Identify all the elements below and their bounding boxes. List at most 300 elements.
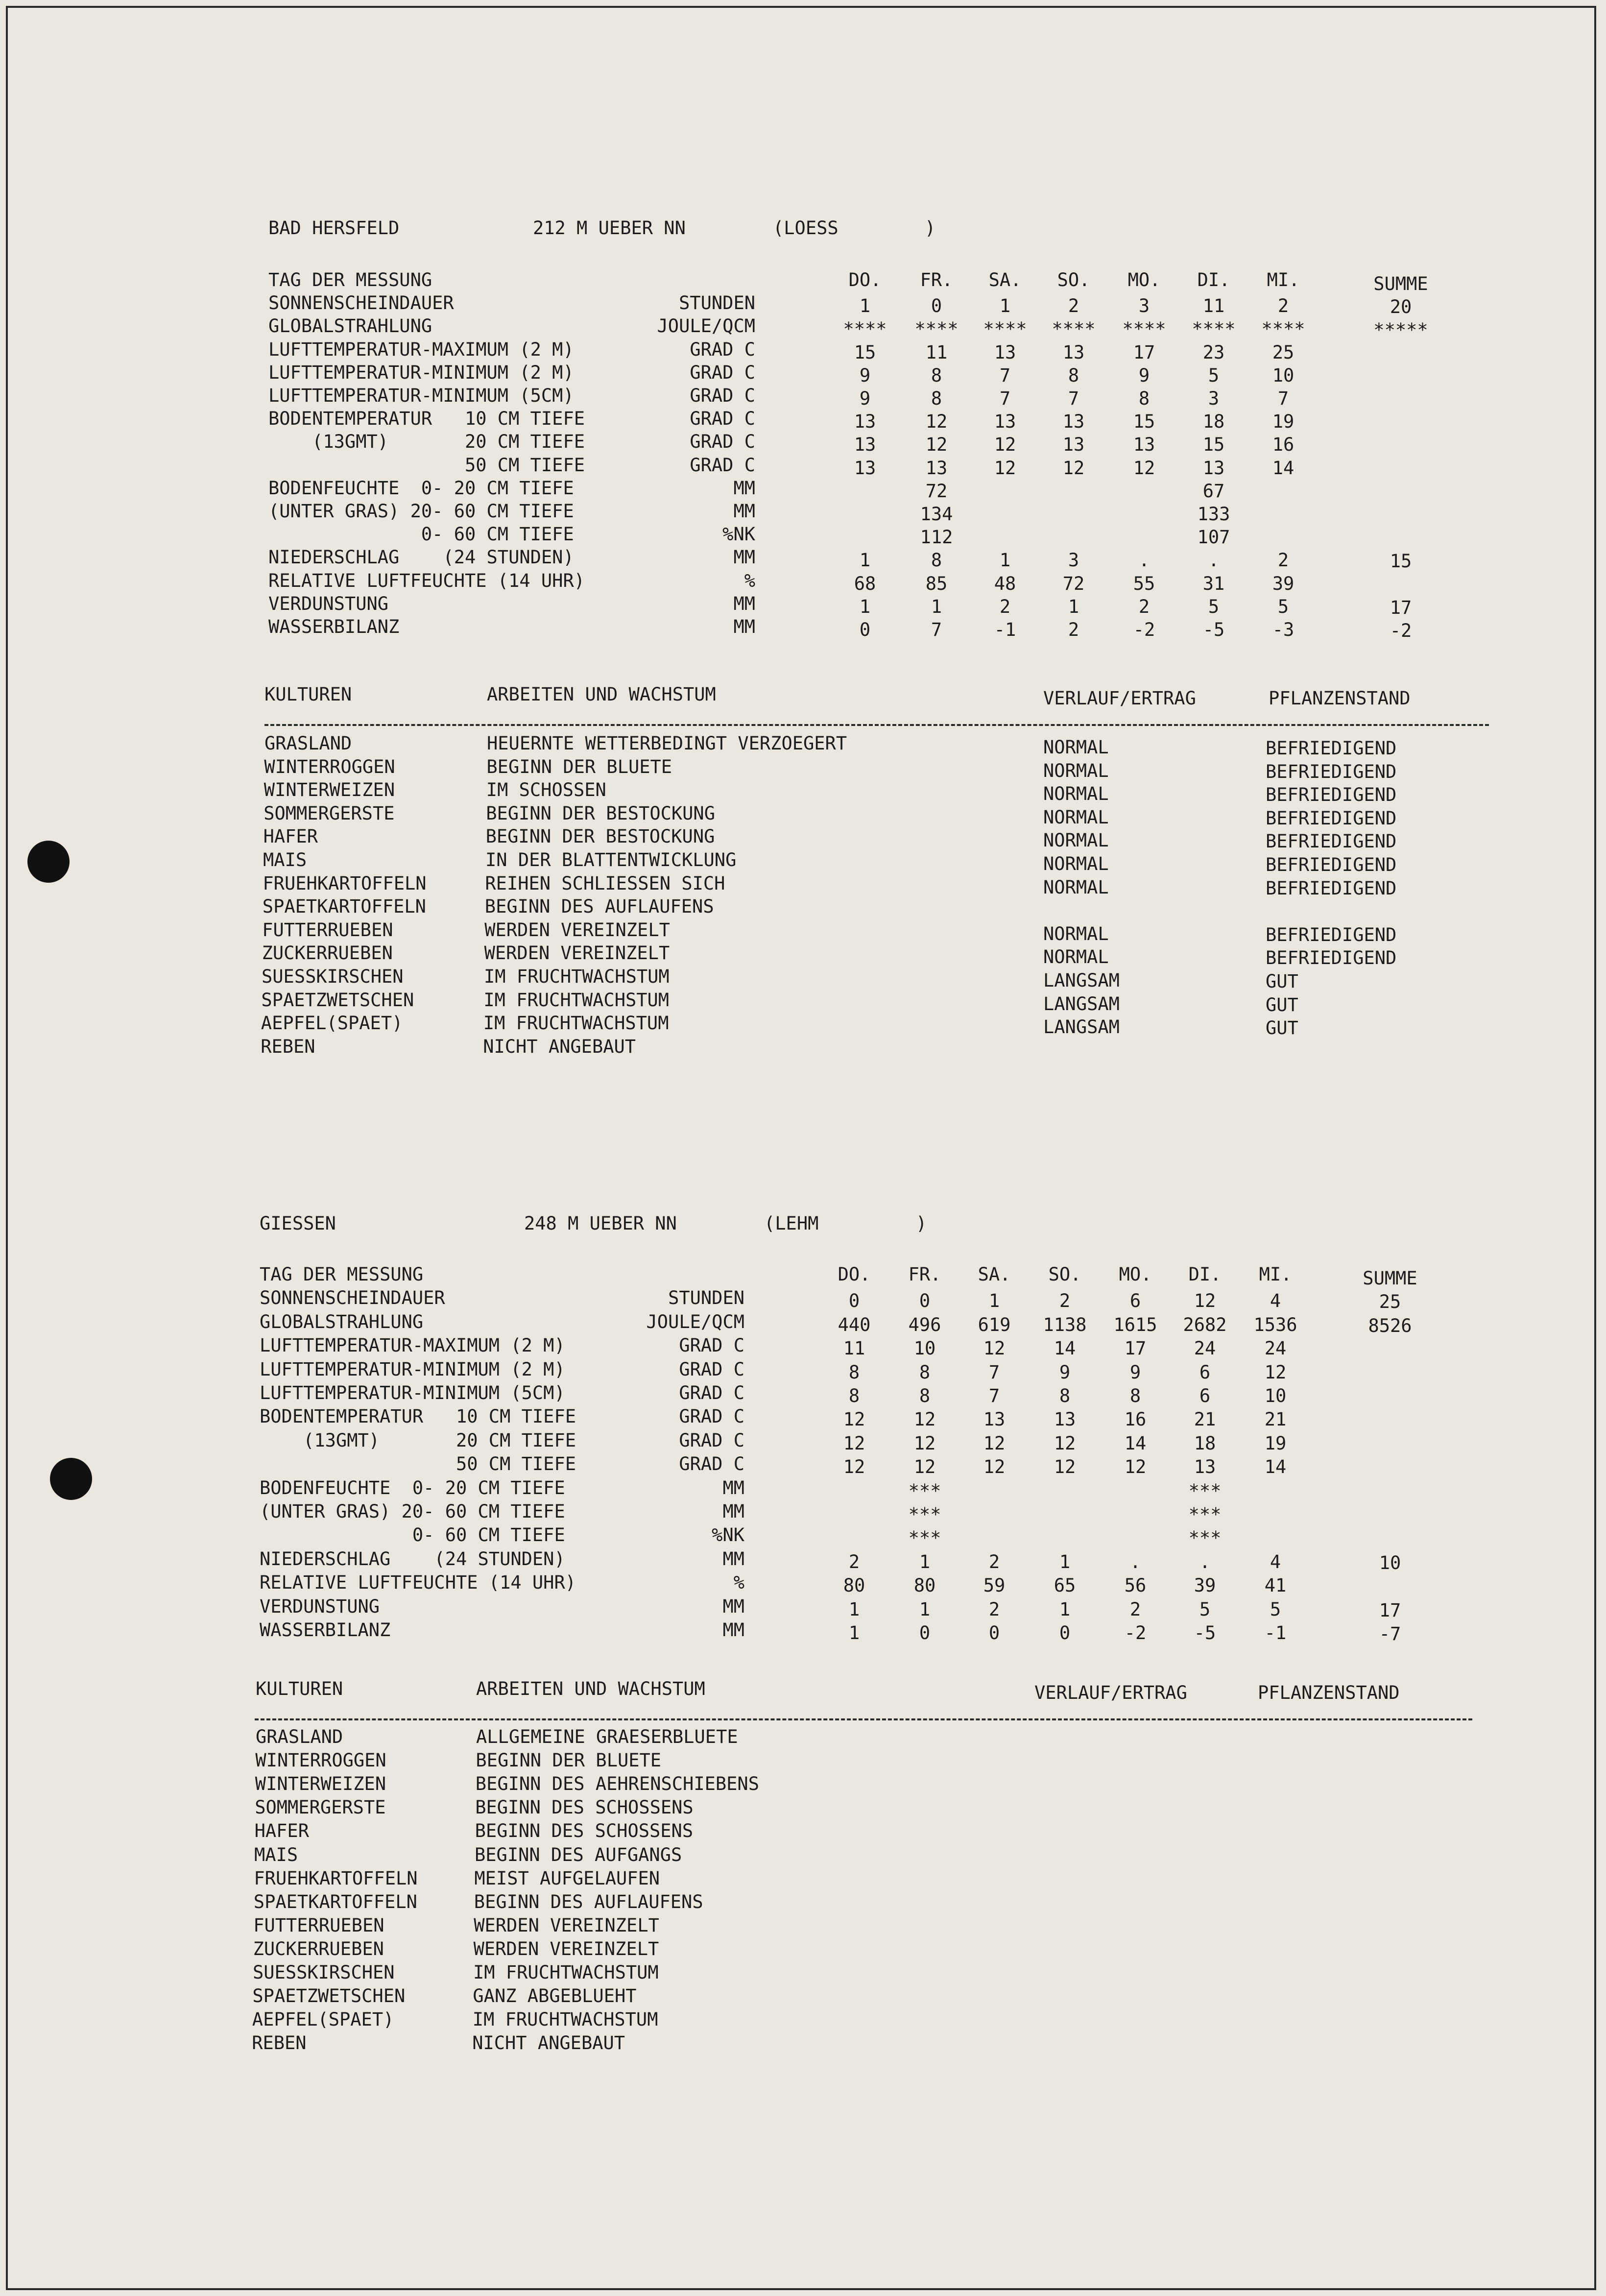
day-header: MI. xyxy=(1259,1264,1292,1285)
row-label: SONNENSCHEINDAUER xyxy=(268,292,454,314)
station-soil: (LEHM xyxy=(764,1213,819,1234)
row-value: 6 xyxy=(1199,1361,1211,1383)
row-label: (13GMT) 20 CM TIEFE xyxy=(260,1429,576,1451)
row-value: 13 xyxy=(1202,457,1225,479)
row-unit: GRAD C xyxy=(690,385,755,406)
crop-name: ZUCKERRUEBEN xyxy=(253,1938,384,1959)
row-value: *** xyxy=(1188,1480,1222,1501)
row-unit: MM xyxy=(722,1595,744,1617)
row-value: 12 xyxy=(1133,457,1155,479)
row-value: 1 xyxy=(848,1622,860,1643)
row-value: *** xyxy=(908,1480,941,1501)
row-value: 13 xyxy=(854,434,876,456)
crop-work: BEGINN DER BLUETE xyxy=(476,1750,662,1771)
row-label: GLOBALSTRAHLUNG xyxy=(260,1311,424,1332)
crop-work: BEGINN DES SCHOSSENS xyxy=(475,1820,694,1842)
crop-work: BEGINN DES AEHRENSCHIEBENS xyxy=(475,1773,759,1795)
row-value: 12 xyxy=(983,1456,1006,1478)
row-value: -3 xyxy=(1272,619,1294,640)
row-value: 9 xyxy=(859,364,871,386)
row-value: 85 xyxy=(925,573,948,594)
row-unit: GRAD C xyxy=(690,454,755,476)
row-unit: GRAD C xyxy=(679,1453,744,1475)
crop-name: REBEN xyxy=(252,2032,307,2054)
day-header: MO. xyxy=(1119,1264,1152,1285)
crop-work: GANZ ABGEBLUEHT xyxy=(473,1985,637,2007)
row-value: 1536 xyxy=(1253,1314,1297,1335)
row-value: 2682 xyxy=(1183,1314,1227,1335)
row-value: 2 xyxy=(1068,619,1079,640)
crop-course: LANGSAM xyxy=(1043,1016,1120,1038)
crop-name: SOMMERGERSTE xyxy=(255,1797,386,1818)
row-value: 12 xyxy=(1124,1456,1147,1478)
crop-name: FRUEHKARTOFFELN xyxy=(263,872,427,894)
row-value: 5 xyxy=(1208,596,1220,617)
row-value: 1 xyxy=(988,1290,1000,1312)
row-label: BODENFEUCHTE 0- 20 CM TIEFE xyxy=(268,477,574,499)
row-label: TAG DER MESSUNG xyxy=(260,1264,424,1285)
station-altitude: 248 M UEBER NN xyxy=(524,1213,677,1234)
row-label: (UNTER GRAS) 20- 60 CM TIEFE xyxy=(260,1501,565,1522)
row-value: 2 xyxy=(1138,596,1150,617)
row-value: 1 xyxy=(1068,596,1079,617)
row-value: 5 xyxy=(1277,596,1289,617)
row-value: 17 xyxy=(1124,1338,1147,1359)
crop-name: ZUCKERRUEBEN xyxy=(262,943,393,964)
row-value: 9 xyxy=(1059,1361,1071,1383)
row-unit: MM xyxy=(733,477,755,499)
row-value: 21 xyxy=(1264,1409,1287,1430)
row-value: 2 xyxy=(999,596,1011,617)
row-unit: MM xyxy=(722,1619,744,1641)
row-value: 7 xyxy=(1277,388,1289,409)
row-value: 4 xyxy=(1270,1551,1281,1572)
crop-course: LANGSAM xyxy=(1043,993,1120,1015)
row-value: 13 xyxy=(854,457,876,479)
row-label: RELATIVE LUFTFEUCHTE (14 UHR) xyxy=(260,1572,576,1594)
row-value: 0 xyxy=(988,1622,1000,1643)
crop-name: SPAETZWETSCHEN xyxy=(252,1985,406,2007)
row-label: (13GMT) 20 CM TIEFE xyxy=(268,431,585,453)
crop-course: NORMAL xyxy=(1043,853,1109,874)
crops-header-crop: KULTUREN xyxy=(256,1678,343,1699)
row-sum: 25 xyxy=(1379,1291,1401,1313)
row-value: 21 xyxy=(1194,1409,1216,1430)
row-value: 2 xyxy=(1068,295,1079,317)
row-value: 2 xyxy=(1059,1290,1071,1312)
crop-stand: BEFRIEDIGEND xyxy=(1266,761,1397,782)
row-value: 1 xyxy=(848,1598,860,1620)
day-header: MO. xyxy=(1127,269,1161,290)
row-value: 8 xyxy=(848,1361,860,1383)
row-label: BODENFEUCHTE 0- 20 CM TIEFE xyxy=(260,1477,565,1498)
row-value: -2 xyxy=(1124,1622,1147,1643)
row-value: 12 xyxy=(843,1456,865,1478)
row-value: 2 xyxy=(1277,295,1289,317)
punch-hole-bottom xyxy=(50,1458,92,1500)
crop-name: GRASLAND xyxy=(264,733,352,754)
row-value: 12 xyxy=(913,1456,936,1478)
row-unit: MM xyxy=(733,547,755,568)
row-unit: % xyxy=(733,1572,744,1594)
row-value: 15 xyxy=(1202,434,1225,456)
punch-hole-top xyxy=(27,841,70,883)
row-value: 12 xyxy=(994,457,1016,479)
row-value: 12 xyxy=(1054,1456,1076,1478)
row-value: 2 xyxy=(848,1551,860,1572)
sum-header: SUMME xyxy=(1363,1268,1417,1289)
row-value: *** xyxy=(1188,1527,1222,1549)
crop-work: BEGINN DER BESTOCKUNG xyxy=(485,826,715,847)
crop-name: AEPFEL(SPAET) xyxy=(261,1013,403,1034)
row-value: 17 xyxy=(1133,341,1155,363)
day-header: SA. xyxy=(978,1264,1011,1285)
crop-stand: BEFRIEDIGEND xyxy=(1266,924,1397,945)
crop-stand: BEFRIEDIGEND xyxy=(1266,784,1397,806)
row-value: 2 xyxy=(1129,1598,1141,1620)
crop-stand: GUT xyxy=(1266,971,1298,992)
row-value: 3 xyxy=(1138,295,1150,317)
row-sum: 17 xyxy=(1390,597,1412,618)
station-soil: (LOESS xyxy=(773,218,839,239)
row-label: 50 CM TIEFE xyxy=(268,454,585,476)
row-value: 65 xyxy=(1054,1575,1076,1596)
crop-stand: BEFRIEDIGEND xyxy=(1266,947,1397,969)
crop-work: REIHEN SCHLIESSEN SICH xyxy=(485,872,725,894)
row-value: 8 xyxy=(1059,1385,1071,1406)
row-label: SONNENSCHEINDAUER xyxy=(260,1287,445,1309)
row-value: 39 xyxy=(1194,1575,1216,1596)
crop-name: SPAETKARTOFFELN xyxy=(262,896,426,918)
row-value: 1615 xyxy=(1113,1314,1157,1335)
row-value: 41 xyxy=(1264,1575,1287,1596)
row-value: 12 xyxy=(1054,1432,1076,1454)
crop-name: HAFER xyxy=(254,1820,309,1842)
row-value: 112 xyxy=(920,527,953,548)
row-value: 1 xyxy=(1059,1598,1071,1620)
row-value: 13 xyxy=(983,1409,1006,1430)
row-value: 496 xyxy=(908,1314,941,1335)
crop-name: AEPFEL(SPAET) xyxy=(252,2009,394,2030)
row-value: 5 xyxy=(1270,1598,1281,1620)
crop-name: GRASLAND xyxy=(256,1726,343,1747)
crop-work: NICHT ANGEBAUT xyxy=(472,2032,625,2054)
row-value: 1 xyxy=(859,550,871,571)
crop-course: NORMAL xyxy=(1043,946,1109,968)
crop-work: IM FRUCHTWACHSTUM xyxy=(473,1962,659,1983)
crop-name: SUESSKIRSCHEN xyxy=(253,1962,395,1983)
row-value: 55 xyxy=(1133,573,1155,594)
row-value: 12 xyxy=(983,1338,1006,1359)
row-unit: MM xyxy=(733,593,755,614)
crop-stand: BEFRIEDIGEND xyxy=(1266,807,1397,829)
crop-stand: BEFRIEDIGEND xyxy=(1266,738,1397,759)
crop-name: WINTERWEIZEN xyxy=(264,779,395,801)
row-unit: MM xyxy=(722,1501,744,1522)
row-value: 9 xyxy=(859,388,871,409)
row-value: -5 xyxy=(1202,619,1225,640)
crop-course: NORMAL xyxy=(1043,923,1109,944)
row-unit: GRAD C xyxy=(679,1358,744,1380)
row-value: **** xyxy=(1261,318,1305,340)
row-value: *** xyxy=(908,1504,941,1525)
row-value: 7 xyxy=(931,619,942,640)
row-label: NIEDERSCHLAG (24 STUNDEN) xyxy=(260,1548,565,1570)
row-value: 440 xyxy=(838,1314,871,1335)
station-soil-close: ) xyxy=(916,1213,927,1234)
row-value: 12 xyxy=(843,1409,865,1430)
station-altitude: 212 M UEBER NN xyxy=(533,218,686,239)
crops-header-stand: PFLANZENSTAND xyxy=(1269,688,1411,709)
row-value: **** xyxy=(914,318,959,340)
row-unit: MM xyxy=(722,1548,744,1570)
row-value: 6 xyxy=(1199,1385,1211,1406)
row-value: 8 xyxy=(919,1385,931,1406)
row-value: 12 xyxy=(913,1432,936,1454)
day-header: SO. xyxy=(1048,1264,1081,1285)
row-value: 7 xyxy=(988,1361,1000,1383)
row-label: 0- 60 CM TIEFE xyxy=(268,524,574,545)
row-label: GLOBALSTRAHLUNG xyxy=(268,315,432,337)
crop-work: IM SCHOSSEN xyxy=(486,779,606,801)
row-value: 8 xyxy=(931,388,942,409)
row-value: 2 xyxy=(1277,550,1289,571)
row-label: LUFTTEMPERATUR-MINIMUM (2 M) xyxy=(268,362,574,383)
row-value: 3 xyxy=(1208,388,1220,409)
row-value: . xyxy=(1199,1551,1211,1572)
day-header: SA. xyxy=(988,269,1022,290)
row-value: 14 xyxy=(1124,1432,1147,1454)
row-value: . xyxy=(1129,1551,1141,1572)
row-value: 7 xyxy=(999,388,1011,409)
row-label: LUFTTEMPERATUR-MINIMUM (2 M) xyxy=(260,1358,565,1380)
row-unit: GRAD C xyxy=(690,362,755,383)
row-value: 56 xyxy=(1124,1575,1147,1596)
row-value: 13 xyxy=(1054,1409,1076,1430)
row-value: 12 xyxy=(1194,1290,1216,1312)
day-header: FR. xyxy=(908,1264,941,1285)
row-value: 8 xyxy=(848,1385,860,1406)
crop-name: SOMMERGERSTE xyxy=(264,802,395,824)
row-value: 11 xyxy=(925,341,948,363)
row-value: 13 xyxy=(1194,1456,1216,1478)
row-value: -2 xyxy=(1133,619,1155,640)
row-unit: STUNDEN xyxy=(679,292,755,314)
row-value: 2 xyxy=(988,1551,1000,1572)
row-sum: 8526 xyxy=(1368,1315,1412,1336)
row-value: 9 xyxy=(1129,1361,1141,1383)
crop-work: IM FRUCHTWACHSTUM xyxy=(472,2009,658,2030)
row-value: 1 xyxy=(919,1598,931,1620)
crop-work: BEGINN DER BESTOCKUNG xyxy=(486,802,715,824)
crop-work: IN DER BLATTENTWICKLUNG xyxy=(485,849,737,870)
crop-name: REBEN xyxy=(261,1036,315,1057)
row-value: 15 xyxy=(854,341,876,363)
row-value: 14 xyxy=(1272,457,1294,479)
row-value: 11 xyxy=(843,1338,865,1359)
row-value: 0 xyxy=(919,1290,931,1312)
row-sum: -7 xyxy=(1379,1623,1401,1644)
crop-work: IM FRUCHTWACHSTUM xyxy=(483,1013,669,1034)
row-unit: MM xyxy=(722,1477,744,1498)
row-value: 8 xyxy=(1068,364,1079,386)
row-value: 24 xyxy=(1194,1338,1216,1359)
station-soil-close: ) xyxy=(925,218,936,239)
row-value: 18 xyxy=(1202,411,1225,433)
row-value: 14 xyxy=(1264,1456,1287,1478)
row-value: 1 xyxy=(999,295,1011,317)
row-value: 8 xyxy=(931,364,942,386)
row-value: **** xyxy=(983,318,1027,340)
row-value: **** xyxy=(1192,318,1236,340)
row-value: 1 xyxy=(931,596,942,617)
crop-work: IM FRUCHTWACHSTUM xyxy=(483,989,670,1011)
divider xyxy=(255,1718,1472,1720)
row-value: 25 xyxy=(1272,341,1294,363)
crop-work: WERDEN VEREINZELT xyxy=(484,919,670,941)
row-value: 1 xyxy=(999,550,1011,571)
crop-name: HAFER xyxy=(263,826,318,847)
crops-header-work: ARBEITEN UND WACHSTUM xyxy=(487,684,716,705)
row-unit: GRAD C xyxy=(679,1429,744,1451)
row-value: 16 xyxy=(1124,1409,1147,1430)
row-unit: JOULE/QCM xyxy=(646,1311,744,1332)
row-unit: GRAD C xyxy=(679,1406,744,1427)
row-value: 12 xyxy=(983,1432,1006,1454)
row-value: 1 xyxy=(859,295,871,317)
station-name: BAD HERSFELD xyxy=(268,218,400,239)
crop-course: NORMAL xyxy=(1043,737,1109,758)
row-value: 2 xyxy=(988,1598,1000,1620)
row-value: 5 xyxy=(1199,1598,1211,1620)
row-unit: %NK xyxy=(712,1524,744,1546)
day-header: MI. xyxy=(1267,269,1300,290)
row-value: 12 xyxy=(843,1432,865,1454)
crop-work: BEGINN DER BLUETE xyxy=(486,756,672,777)
row-sum: 20 xyxy=(1390,296,1412,318)
row-value: 16 xyxy=(1272,434,1294,456)
row-value: 7 xyxy=(988,1385,1000,1406)
row-value: 0 xyxy=(931,295,942,317)
row-label: LUFTTEMPERATUR-MINIMUM (5CM) xyxy=(268,385,574,406)
row-value: 15 xyxy=(1133,411,1155,433)
row-value: 72 xyxy=(925,480,948,502)
row-value: 0 xyxy=(859,619,871,640)
crop-work: IM FRUCHTWACHSTUM xyxy=(484,966,670,987)
row-value: 59 xyxy=(983,1575,1006,1596)
row-value: 13 xyxy=(854,411,876,433)
station-name: GIESSEN xyxy=(260,1213,336,1234)
row-value: 13 xyxy=(1062,341,1085,363)
row-label: WASSERBILANZ xyxy=(260,1619,391,1641)
crop-name: WINTERWEIZEN xyxy=(255,1773,386,1795)
crop-name: WINTERROGGEN xyxy=(264,756,395,777)
row-value: 0 xyxy=(848,1290,860,1312)
row-label: WASSERBILANZ xyxy=(268,616,400,637)
crop-work: MEIST AUFGELAUFEN xyxy=(474,1867,660,1889)
row-value: *** xyxy=(1188,1504,1222,1525)
row-label: LUFTTEMPERATUR-MAXIMUM (2 M) xyxy=(268,338,574,360)
row-value: 68 xyxy=(854,573,876,594)
row-unit: GRAD C xyxy=(690,338,755,360)
row-value: 13 xyxy=(925,457,948,479)
row-value: 107 xyxy=(1197,527,1230,548)
row-value: 19 xyxy=(1272,411,1294,433)
row-value: 12 xyxy=(994,434,1016,456)
row-value: 0 xyxy=(919,1622,931,1643)
row-value: 80 xyxy=(843,1575,865,1596)
row-value: 133 xyxy=(1197,504,1230,525)
row-value: 8 xyxy=(1138,388,1150,409)
row-value: 3 xyxy=(1068,550,1079,571)
row-value: 8 xyxy=(1129,1385,1141,1406)
row-sum: 17 xyxy=(1379,1599,1401,1621)
row-unit: MM xyxy=(733,501,755,522)
row-value: -1 xyxy=(1264,1622,1287,1643)
crop-name: WINTERROGGEN xyxy=(255,1750,386,1771)
page-border xyxy=(6,6,1596,2290)
crops-header-course: VERLAUF/ERTRAG xyxy=(1043,688,1196,709)
crop-name: SUESSKIRSCHEN xyxy=(262,966,404,987)
row-value: -5 xyxy=(1194,1622,1216,1643)
row-sum: 15 xyxy=(1390,551,1412,572)
row-value: 18 xyxy=(1194,1432,1216,1454)
row-value: 23 xyxy=(1202,341,1225,363)
crop-course: NORMAL xyxy=(1043,806,1109,828)
crop-name: FRUEHKARTOFFELN xyxy=(254,1867,418,1889)
row-value: 1 xyxy=(1059,1551,1071,1572)
row-unit: GRAD C xyxy=(690,408,755,430)
crop-work: WERDEN VEREINZELT xyxy=(473,1938,659,1959)
row-unit: GRAD C xyxy=(679,1335,744,1356)
day-header: DO. xyxy=(838,1264,871,1285)
row-value: 619 xyxy=(978,1314,1011,1335)
crop-stand: GUT xyxy=(1266,1017,1298,1039)
row-value: **** xyxy=(1122,318,1166,340)
crop-course: NORMAL xyxy=(1043,783,1109,805)
crop-stand: BEFRIEDIGEND xyxy=(1266,877,1397,899)
row-value: 1 xyxy=(859,596,871,617)
row-unit: GRAD C xyxy=(679,1382,744,1403)
row-value: 12 xyxy=(925,434,948,456)
row-unit: %NK xyxy=(722,524,755,545)
row-value: 1 xyxy=(919,1551,931,1572)
day-header: DI. xyxy=(1188,1264,1222,1285)
row-value: 7 xyxy=(999,364,1011,386)
row-value: . xyxy=(1138,550,1150,571)
row-label: BODENTEMPERATUR 10 CM TIEFE xyxy=(268,408,585,430)
crop-stand: BEFRIEDIGEND xyxy=(1266,831,1397,852)
row-value: 0 xyxy=(1059,1622,1071,1643)
row-value: 12 xyxy=(1062,457,1085,479)
crop-name: FUTTERRUEBEN xyxy=(253,1914,384,1936)
divider xyxy=(264,724,1489,726)
crop-stand: GUT xyxy=(1266,994,1298,1015)
row-value: **** xyxy=(1052,318,1096,340)
crop-work: NICHT ANGEBAUT xyxy=(483,1036,636,1057)
crop-course: LANGSAM xyxy=(1043,970,1120,991)
row-unit: STUNDEN xyxy=(668,1287,744,1309)
day-header: SO. xyxy=(1057,269,1090,290)
row-label: BODENTEMPERATUR 10 CM TIEFE xyxy=(260,1406,576,1427)
row-value: 4 xyxy=(1270,1290,1281,1312)
row-value: 48 xyxy=(994,573,1016,594)
crop-stand: BEFRIEDIGEND xyxy=(1266,854,1397,875)
row-label: LUFTTEMPERATUR-MAXIMUM (2 M) xyxy=(260,1335,565,1356)
row-value: 1138 xyxy=(1043,1314,1087,1335)
crop-work: BEGINN DES SCHOSSENS xyxy=(475,1797,694,1818)
row-value: 13 xyxy=(1062,411,1085,433)
